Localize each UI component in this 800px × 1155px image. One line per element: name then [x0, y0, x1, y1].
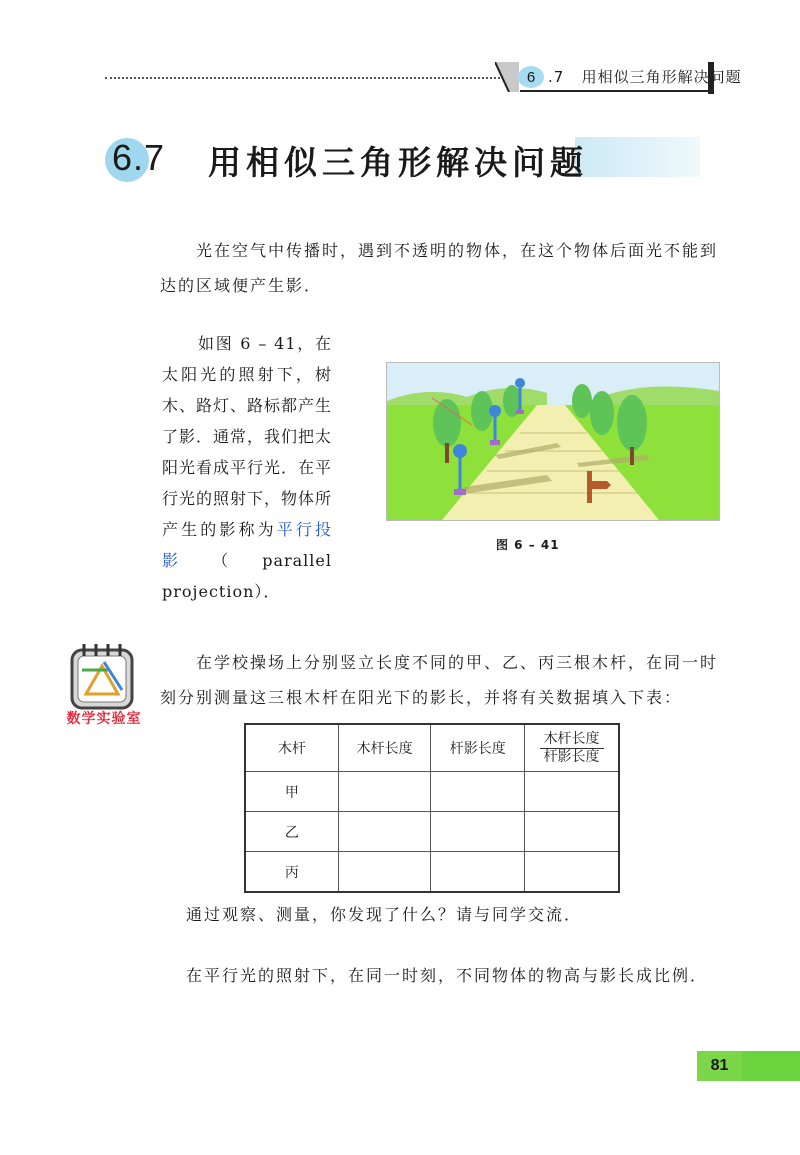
header-section-number: 6 [526, 68, 536, 86]
table-cell [338, 852, 431, 893]
ratio-numerator: 木杆长度 [540, 731, 604, 749]
page-number-box [697, 1051, 742, 1081]
lab-paragraph: 在学校操场上分别竖立长度不同的甲、乙、丙三根木杆，在同一时刻分别测量这三根木杆在阳光下的影长，并将有关数据填入下表： [160, 653, 719, 707]
row-label-jia: 甲 [245, 772, 338, 812]
table-row [245, 772, 619, 812]
table-cell [431, 812, 525, 852]
column-header-pole-length: 木杆长度 [338, 724, 431, 772]
side-text-before: 如图 6 – 41，在太阳光的照射下，树木、路灯、路标都产生了影．通常，我们把太阳光看成平行光．在平行光的照射下，物体所产生的影称为 [162, 334, 333, 539]
term-parallel-projection: 平行投影 [162, 520, 332, 570]
page-title: 用相似三角形解决问题 [208, 143, 588, 182]
header-title-text: 用相似三角形解决问题 [581, 68, 742, 86]
table-cell [431, 852, 525, 893]
ratio-denominator: 杆影长度 [543, 748, 600, 765]
side-paragraph [162, 328, 332, 607]
table-cell [525, 772, 619, 812]
row-label-yi: 乙 [245, 812, 338, 852]
column-header-pole: 木杆 [245, 724, 338, 772]
header-title [548, 66, 742, 87]
math-lab-label: 数学实验室 [66, 711, 142, 727]
table-cell [338, 772, 431, 812]
measurement-table [244, 723, 620, 893]
conclusion-paragraph: 在平行光的照射下，在同一时刻，不同物体的物高与影长成比例． [186, 966, 709, 985]
table-row [245, 852, 619, 893]
table-row [245, 812, 619, 852]
section-number [112, 137, 165, 179]
header-section-suffix: .7 [548, 68, 565, 86]
figure-6-41-illustration [386, 362, 720, 521]
table-header-row [245, 724, 619, 772]
header-dotted-rule [105, 77, 500, 79]
figure-caption: 图 6 – 41 [496, 538, 560, 552]
row-label-bing: 丙 [245, 852, 338, 893]
table-cell [338, 812, 431, 852]
table-cell [525, 812, 619, 852]
question-paragraph: 通过观察、测量，你发现了什么？请与同学交流． [186, 905, 583, 924]
title-gradient-band [575, 137, 700, 177]
column-header-ratio [525, 724, 619, 772]
page-number: 81 [710, 1057, 729, 1074]
page-number-bar [742, 1051, 800, 1081]
section-number-main: 6 [112, 137, 134, 178]
intro-paragraph: 光在空气中传播时，遇到不透明的物体，在这个物体后面光不能到达的区域便产生影． [160, 241, 719, 295]
table-cell [525, 852, 619, 893]
header-tab-underline [520, 90, 712, 92]
header-section-badge [518, 66, 544, 88]
table-cell [431, 772, 525, 812]
math-lab-clipboard-icon [68, 640, 138, 710]
side-text-after: （parallel projection）． [162, 551, 332, 601]
section-number-suffix: .7 [133, 137, 166, 178]
column-header-shadow-length: 杆影长度 [431, 724, 525, 772]
ratio-fraction [540, 731, 604, 766]
